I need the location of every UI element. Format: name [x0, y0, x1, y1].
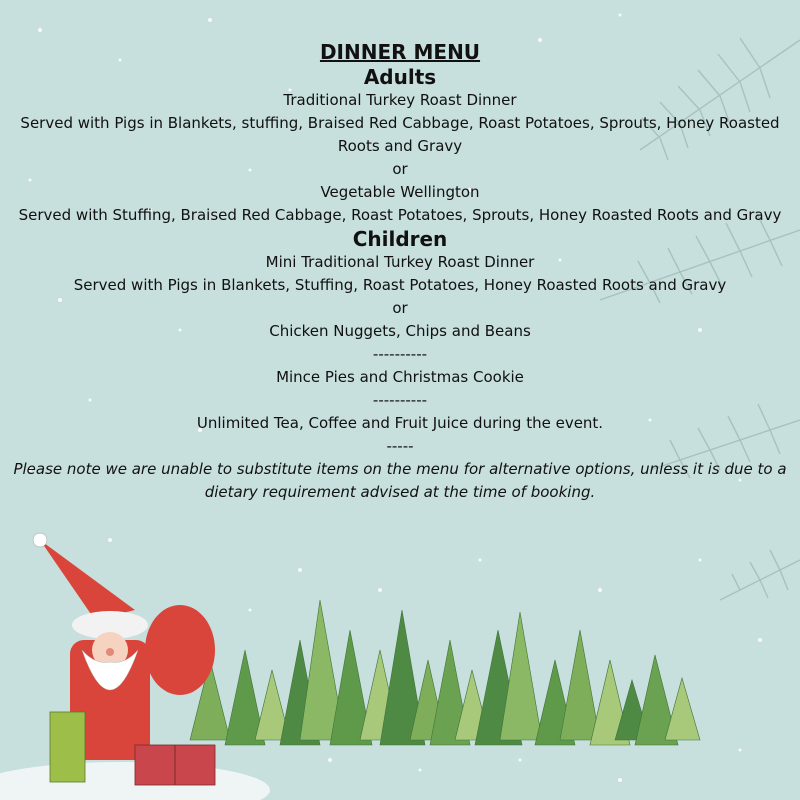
santa-illustration: [33, 533, 215, 785]
divider: ----------: [372, 345, 428, 363]
dessert-item: Mince Pies and Christmas Cookie: [276, 368, 524, 386]
adults-heading: Adults: [363, 65, 437, 89]
children-main-1: Mini Traditional Turkey Roast Dinner: [265, 253, 535, 271]
substitution-note: Please note we are unable to substitute items on the menu for alternative options, unless it is due to a dietary requirement advised at the time of booking.: [13, 460, 787, 501]
adults-main-1-desc: Served with Pigs in Blankets, stuffing, Braised Red Cabbage, Roast Potatoes, Sprouts, Honey Roasted Roots and Gravy: [20, 114, 780, 155]
divider: -----: [386, 437, 414, 455]
children-main-1-desc: Served with Pigs in Blankets, Stuffing, Roast Potatoes, Honey Roasted Roots and Gravy: [73, 276, 727, 294]
adults-main-2-desc: Served with Stuffing, Braised Red Cabbage, Roast Potatoes, Sprouts, Honey Roasted Roots and Gravy: [18, 206, 782, 224]
children-heading: Children: [352, 227, 448, 251]
menu-title: DINNER MENU: [319, 40, 481, 64]
divider: ----------: [372, 391, 428, 409]
children-or: or: [392, 299, 408, 317]
adults-or: or: [392, 160, 408, 178]
adults-main-1: Traditional Turkey Roast Dinner: [283, 91, 517, 109]
children-main-2: Chicken Nuggets, Chips and Beans: [269, 322, 531, 340]
adults-main-2: Vegetable Wellington: [320, 183, 480, 201]
dinner-menu: [0, 40, 800, 504]
drinks-item: Unlimited Tea, Coffee and Fruit Juice during the event.: [196, 414, 604, 432]
forest-trees: [190, 600, 700, 745]
